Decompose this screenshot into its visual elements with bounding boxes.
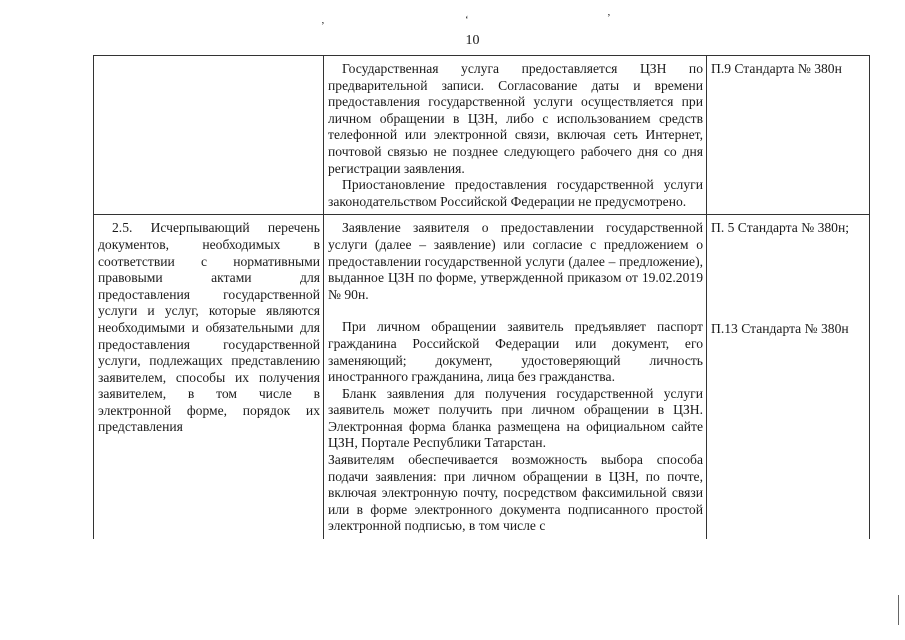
page-number: 10 bbox=[465, 33, 480, 48]
scan-mark: ‚ bbox=[321, 14, 325, 26]
table-cell-reference bbox=[707, 215, 870, 539]
paragraph: При личном обращении заявитель предъявляет паспорт гражданина Российской Федерации или документ, его заменяющий; документ, удостоверяющий личность иностранного гражданина, лица без гражданства. bbox=[328, 319, 703, 385]
table-cell-empty bbox=[94, 56, 324, 215]
table-cell-reference bbox=[707, 56, 870, 215]
table-row bbox=[94, 56, 870, 215]
paragraph: Заявителям обеспечивается возможность выбора способа подачи заявления: при личном обращении в ЦЗН, по почте, включая электронную почту, посредством факсимильной связи или в форме электронного документа подписанного простой электронной подписью, в том числе с bbox=[328, 452, 703, 534]
scan-mark: ʻ bbox=[465, 14, 469, 26]
scan-edge-line bbox=[898, 595, 899, 625]
scan-mark: ʼ bbox=[607, 12, 611, 24]
table-row bbox=[94, 215, 870, 539]
reference-text: П.13 Стандарта № 380н bbox=[711, 320, 849, 336]
table-cell-content bbox=[324, 56, 707, 215]
document-table bbox=[93, 55, 870, 539]
reference-text: П. 5 Стандарта № 380н; bbox=[711, 220, 850, 236]
paragraph: Государственная услуга предоставляется ЦЗН по предварительной записи. Согласование даты и времени предоставления государственной услуги осуществляется при личном обращении в ЦЗН, либо с использованием средств телефонной или электронной связи, включая сеть Интернет, почтовой связью не позднее следующего рабочего дня со дня регистрации заявления. bbox=[328, 61, 703, 176]
table-cell-heading bbox=[94, 215, 324, 539]
paragraph: Заявление заявителя о предоставлении государственной услуги (далее – заявление) или согласие с предложением о предоставлении государственной услуги (далее – предложение), выданное ЦЗН по форме, утвержденной приказом от 19.02.2019 № 90н. bbox=[328, 220, 703, 302]
section-heading: 2.5. Исчерпывающий перечень документов, необходимых в соответствии с нормативными правовыми актами для предоставления государственной услуги и услуг, которые являются необходимыми и обязательными для предоставления государственной услуги, подлежащих представлению заявителем, способы их получения заявителем, в том числе в электронной форме, порядок их представления bbox=[98, 220, 320, 435]
paragraph: Бланк заявления для получения государственной услуги заявитель может получить при личном обращении в ЦЗН. Электронная форма бланка размещена на официальном сайте ЦЗН, Портале Республики Татарстан. bbox=[328, 385, 703, 451]
paragraph: Приостановление предоставления государственной услуги законодательством Российской Федерации не предусмотрено. bbox=[328, 177, 703, 209]
table-cell-content bbox=[324, 215, 707, 539]
reference-text: П.9 Стандарта № 380н bbox=[711, 61, 842, 76]
